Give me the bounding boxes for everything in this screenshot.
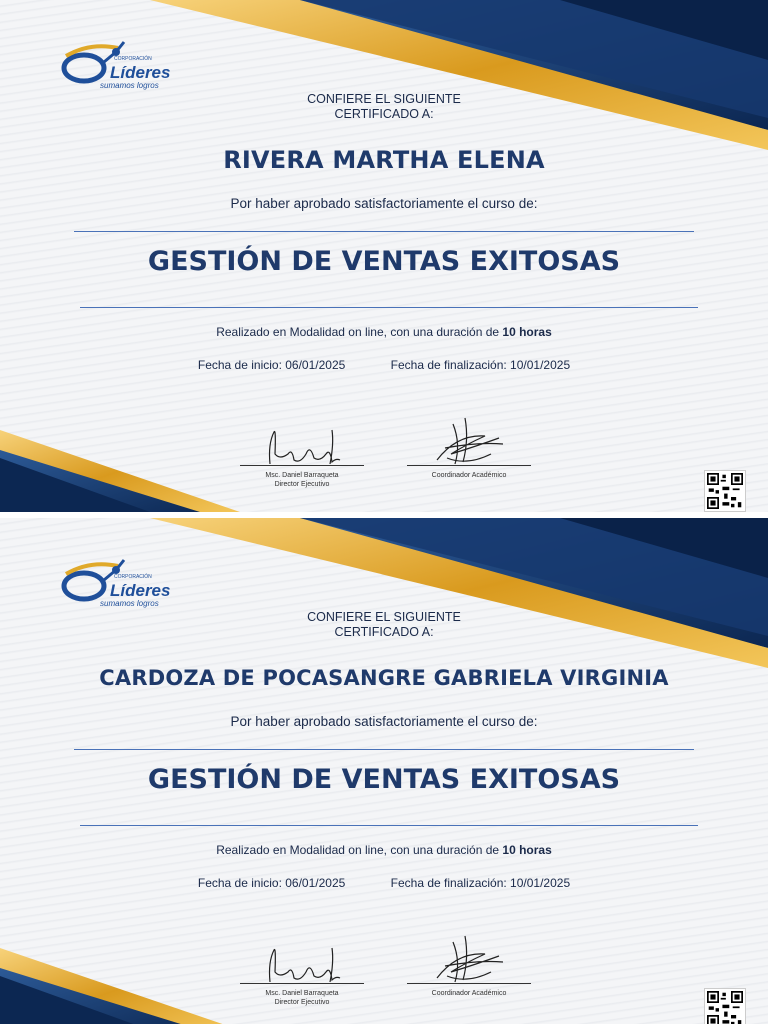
duration-value: 10 horas: [502, 843, 552, 857]
start-date: Fecha de inicio: 06/01/2025: [197, 358, 346, 372]
signature-coordinator: [407, 414, 531, 468]
modality-text: Realizado en Modalidad on line, con una duración de: [216, 325, 500, 339]
logo-brand-text: Líderes: [110, 581, 171, 600]
duration-value: 10 horas: [502, 325, 552, 339]
qr-code-icon[interactable]: [704, 470, 746, 512]
signer-director-name: Msc. Daniel Barraqueta: [265, 990, 339, 997]
signer-director-name: Msc. Daniel Barraqueta: [265, 472, 339, 479]
signer-coordinator-title: Coordinador Académico: [431, 472, 507, 479]
intro-line-1: CONFIERE EL SIGUIENTE: [307, 610, 461, 624]
modality-text: Realizado en Modalidad on line, con una duración de: [216, 843, 500, 857]
signature-line-coordinator: [407, 465, 531, 466]
signer-director-title: Director Ejecutivo: [274, 999, 330, 1006]
signature-director: [240, 424, 364, 468]
certificate-2: [0, 518, 768, 1024]
divider-bottom: [80, 307, 698, 308]
divider-top: [74, 749, 694, 750]
signer-director-title: Director Ejecutivo: [274, 481, 330, 488]
dates-line: [0, 358, 768, 372]
recipient-name: CARDOZA DE POCASANGRE GABRIELA VIRGINIA: [99, 666, 669, 690]
start-date: Fecha de inicio: 06/01/2025: [197, 876, 346, 890]
logo-prefix-text: CORPORACIÓN: [114, 574, 152, 580]
corporacion-lideres-logo: [60, 556, 190, 612]
intro-line-2: CERTIFICADO A:: [334, 625, 434, 639]
modality-line: [0, 843, 768, 857]
signature-line-coordinator: [407, 983, 531, 984]
approved-text: Por haber aprobado satisfactoriamente el curso de:: [230, 196, 538, 211]
signer-director-label: [240, 471, 364, 489]
signer-coordinator-label: [407, 471, 531, 480]
end-date: Fecha de finalización: 10/01/2025: [390, 876, 571, 890]
signature-line-director: [240, 465, 364, 466]
course-title: GESTIÓN DE VENTAS EXITOSAS: [147, 764, 621, 795]
signer-coordinator-label: [407, 989, 531, 998]
certificate-intro: [0, 610, 768, 640]
signature-director: [240, 942, 364, 986]
signature-coordinator: [407, 932, 531, 986]
intro-line-1: CONFIERE EL SIGUIENTE: [307, 92, 461, 106]
certificate-intro: [0, 92, 768, 122]
logo-prefix-text: CORPORACIÓN: [114, 56, 152, 62]
approved-text: Por haber aprobado satisfactoriamente el curso de:: [230, 714, 538, 729]
recipient-name: RIVERA MARTHA ELENA: [223, 146, 545, 174]
divider-bottom: [80, 825, 698, 826]
divider-top: [74, 231, 694, 232]
logo-slogan-text: sumamos logros: [100, 599, 159, 608]
logo-brand-text: Líderes: [110, 63, 171, 82]
course-title: GESTIÓN DE VENTAS EXITOSAS: [147, 246, 621, 277]
dates-line: [0, 876, 768, 890]
end-date: Fecha de finalización: 10/01/2025: [390, 358, 571, 372]
signer-coordinator-title: Coordinador Académico: [431, 990, 507, 997]
logo-slogan-text: sumamos logros: [100, 81, 159, 90]
corporacion-lideres-logo: [60, 38, 190, 94]
intro-line-2: CERTIFICADO A:: [334, 107, 434, 121]
signer-director-label: [240, 989, 364, 1007]
qr-code-icon[interactable]: [704, 988, 746, 1024]
signature-line-director: [240, 983, 364, 984]
modality-line: [0, 325, 768, 339]
